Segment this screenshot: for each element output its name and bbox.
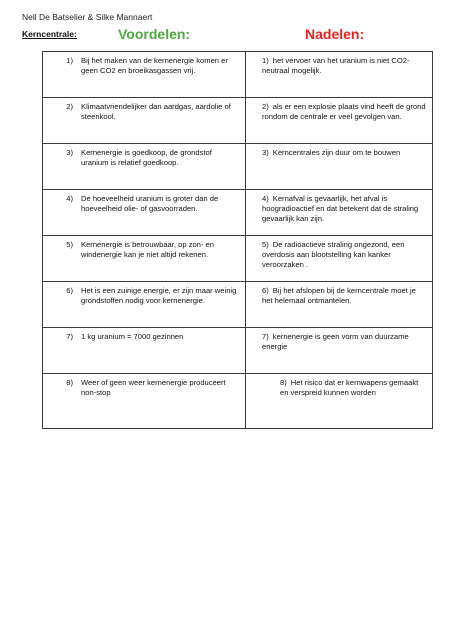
con-text: kernenergie is geen vorm van duurzame energie	[262, 332, 409, 352]
table-row	[43, 282, 433, 328]
pro-cell	[43, 374, 246, 429]
table-row	[43, 236, 433, 282]
section-label: Kerncentrale:	[22, 29, 77, 39]
table-row	[43, 98, 433, 144]
table-row	[43, 52, 433, 98]
con-text: als er een explosie plaats vind heeft de grond rondom de centrale er veel gevolgen van.	[262, 102, 426, 122]
pro-text: Bij het maken van de kernenergie komen er geen CO2 en broeikasgassen vrij.	[81, 56, 228, 76]
pro-text: Klimaatvriendelijker dan aardgas, aardolie of steenkool.	[81, 102, 231, 122]
pro-heading: Voordelen:	[118, 26, 191, 42]
con-text: De radioactieve straling ongezond, een overdosis aan blootstelling kan kanker veroorzaken .	[262, 240, 405, 270]
con-text: het vervoer van het uranium is niet CO2-neutraal mogelijk.	[262, 56, 410, 76]
pro-text: Het is een zuinige energie, er zijn maar weinig grondstoffen nodig voor kernenergie.	[81, 286, 237, 306]
con-text: Kerncentrales zijn duur om te bouwen	[272, 148, 401, 157]
pro-cell	[43, 98, 246, 144]
con-cell	[246, 236, 433, 282]
con-cell	[246, 328, 433, 374]
pro-cell	[43, 144, 246, 190]
pro-cell	[43, 52, 246, 98]
con-cell	[246, 190, 433, 236]
pro-text: Kernenergie is betrouwbaar, op zon- en windenergie kan je niet altijd rekenen.	[81, 240, 214, 260]
pro-cell	[43, 282, 246, 328]
table-row	[43, 190, 433, 236]
pro-text: Kernenergie is goedkoop, de grondstof uranium is relatief goedkoop.	[81, 148, 212, 168]
con-cell	[246, 144, 433, 190]
con-text: Kernafval is gevaarlijk, het afval is hoogradioactief en dat betekent dat de straling gevaarlijk kan zijn.	[262, 194, 419, 224]
table-row	[43, 374, 433, 429]
pro-number: 8)	[66, 378, 73, 387]
pro-number: 1)	[66, 56, 73, 65]
pro-number: 2)	[66, 102, 73, 111]
con-number: 2)	[262, 102, 269, 111]
pro-text: De hoeveelheid uranium is groter dan de hoeveelheid olie- of gasvoorraden.	[81, 194, 219, 214]
con-cell	[246, 98, 433, 144]
table-row	[43, 144, 433, 190]
con-number: 1)	[262, 56, 269, 65]
con-number: 3)	[262, 148, 269, 157]
con-number: 8)	[280, 378, 287, 387]
pro-number: 7)	[66, 332, 73, 341]
pro-number: 4)	[66, 194, 73, 203]
con-cell	[246, 374, 433, 429]
con-number: 6)	[262, 286, 269, 295]
pro-cell	[43, 190, 246, 236]
pro-cell	[43, 328, 246, 374]
pro-number: 5)	[66, 240, 73, 249]
pro-number: 6)	[66, 286, 73, 295]
con-number: 5)	[262, 240, 269, 249]
pro-cell	[43, 236, 246, 282]
con-number: 7)	[262, 332, 269, 341]
con-cell	[246, 282, 433, 328]
con-cell	[246, 52, 433, 98]
table-row	[43, 328, 433, 374]
pro-number: 3)	[66, 148, 73, 157]
con-text: Bij het afslopen bij de kerncentrale moet je het helemaal ontmantelen.	[262, 286, 416, 306]
con-heading: Nadelen:	[305, 26, 365, 42]
pro-text: 1 kg uranium = 7000 gezinnen	[81, 332, 184, 341]
pro-text: Weer of geen weer kernenergie produceert non-stop	[81, 378, 226, 398]
pros-cons-table	[42, 51, 433, 429]
con-text: Het risico dat er kernwapens gemaakt en verspreid kunnen worden	[280, 378, 419, 398]
con-number: 4)	[262, 194, 269, 203]
authors-line: Nell De Batselier & Silke Mannaert	[22, 12, 153, 22]
